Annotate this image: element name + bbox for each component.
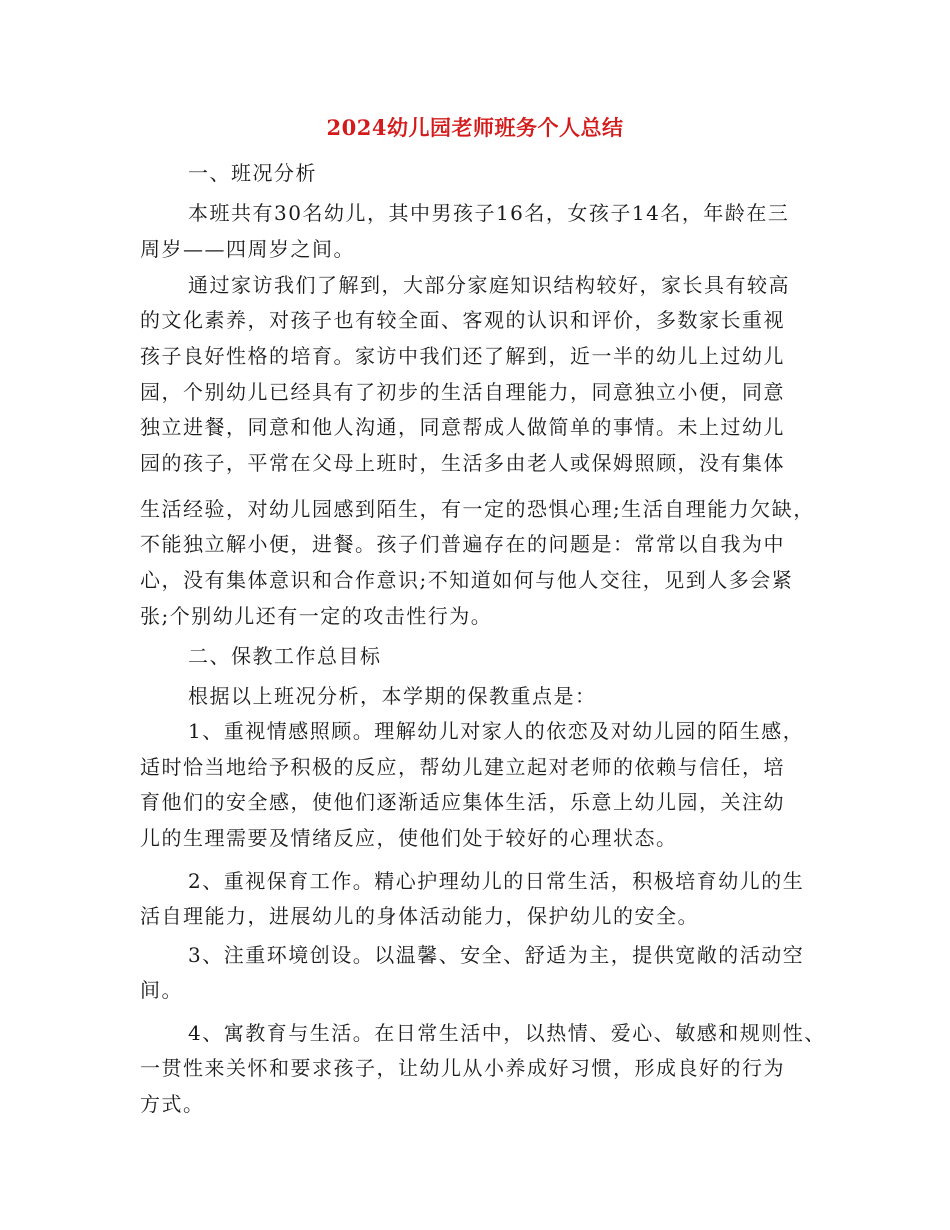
- section-heading: 二、保教工作总目标: [188, 644, 382, 668]
- paragraph-line: 园的孩子，平常在父母上班时，生活多由老人或保姆照顾，没有集体: [140, 451, 785, 475]
- paragraph-line: 活自理能力，进展幼儿的身体活动能力，保护幼儿的安全。: [140, 904, 699, 928]
- paragraph-line: 间。: [140, 978, 183, 1002]
- paragraph-line: 儿的生理需要及情绪反应，使他们处于较好的心理状态。: [140, 826, 678, 850]
- paragraph-line: 1、重视情感照顾。理解幼儿对家人的依恋及对幼儿园的陌生感，: [188, 719, 805, 743]
- paragraph-line: 园，个别幼儿已经具有了初步的生活自理能力，同意独立小便，同意: [140, 380, 785, 404]
- paragraph-line: 一贯性来关怀和要求孩子，让幼儿从小养成好习惯，形成良好的行为: [140, 1056, 785, 1080]
- paragraph-line: 4、寓教育与生活。在日常生活中，以热情、爱心、敏感和规则性、: [188, 1021, 826, 1045]
- paragraph-line: 周岁——四周岁之间。: [140, 237, 355, 261]
- paragraph-line: 张;个别幼儿还有一定的攻击性行为。: [140, 604, 493, 628]
- section-heading: 一、班况分析: [188, 161, 317, 185]
- paragraph-line: 不能独立解小便，进餐。孩子们普遍存在的问题是：常常以自我为中: [140, 532, 785, 556]
- paragraph-line: 独立进餐，同意和他人沟通，同意帮成人做简单的事情。未上过幼儿: [140, 415, 785, 439]
- paragraph-line: 本班共有30名幼儿，其中男孩子16名，女孩子14名，年龄在三: [188, 201, 790, 225]
- document-title: 2024幼儿园老师班务个人总结: [326, 115, 624, 140]
- paragraph-line: 通过家访我们了解到，大部分家庭知识结构较好，家长具有较高: [188, 273, 790, 297]
- paragraph-line: 育他们的安全感，使他们逐渐适应集体生活，乐意上幼儿园，关注幼: [140, 790, 785, 814]
- paragraph-line: 孩子良好性格的培育。家访中我们还了解到，近一半的幼儿上过幼儿: [140, 344, 785, 368]
- paragraph-line: 适时恰当地给予积极的反应，帮幼儿建立起对老师的依赖与信任，培: [140, 755, 785, 779]
- paragraph-line: 2、重视保育工作。精心护理幼儿的日常生活，积极培育幼儿的生: [188, 869, 805, 893]
- paragraph-line: 的文化素养，对孩子也有较全面、客观的认识和评价，多数家长重视: [140, 308, 785, 332]
- paragraph-line: 生活经验，对幼儿园感到陌生，有一定的恐惧心理;生活自理能力欠缺，: [140, 497, 815, 521]
- paragraph-line: 方式。: [140, 1092, 205, 1116]
- paragraph-line: 心，没有集体意识和合作意识;不知道如何与他人交往，见到人多会紧: [140, 568, 794, 592]
- paragraph-line: 根据以上班况分析，本学期的保教重点是：: [188, 684, 597, 708]
- paragraph-line: 3、注重环境创设。以温馨、安全、舒适为主，提供宽敞的活动空: [188, 943, 805, 967]
